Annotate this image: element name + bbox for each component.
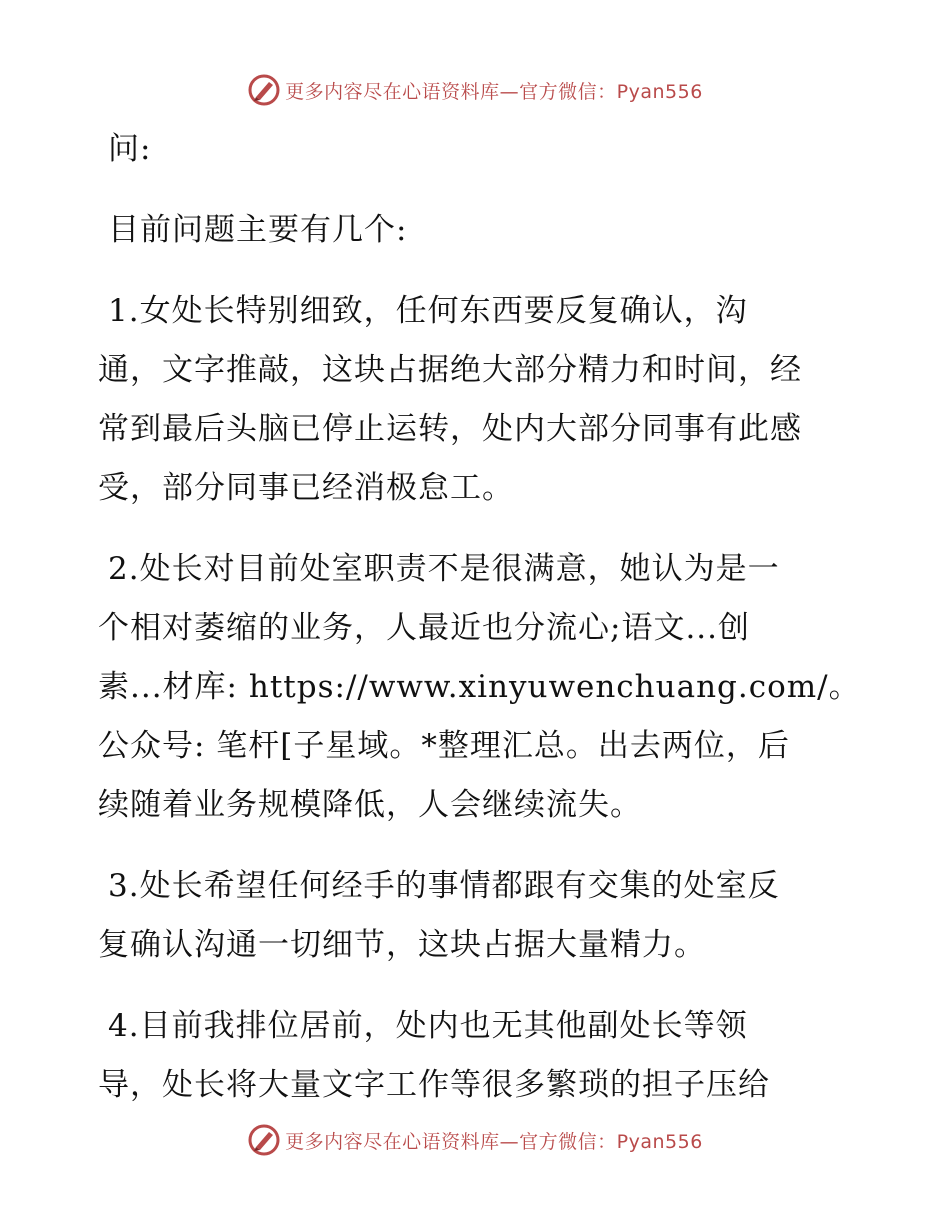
paragraph-4-line-2: 导，处长将大量文字工作等很多繁琐的担子压给 — [98, 1067, 770, 1103]
header-banner — [0, 70, 950, 110]
paragraph-2-line-1: 2.处长对目前处室职责不是很满意，她认为是一 — [108, 551, 780, 587]
paragraph-1-line-1: 1.女处长特别细致，任何东西要反复确认，沟 — [108, 293, 748, 329]
pen-logo-icon — [247, 1123, 281, 1157]
paragraph-4-line-1: 4.目前我排位居前，处内也无其他副处长等领 — [108, 1008, 748, 1044]
paragraph-2-line-4: 公众号: 笔杆[子星域。*整理汇总。出去两位，后 — [98, 728, 790, 764]
footer-banner — [0, 1120, 950, 1160]
question-label: 问: — [108, 131, 152, 167]
paragraph-2-line-3: 素...材库: https://www.xinyuwenchuang.com/。 — [98, 669, 861, 705]
paragraph-1-line-3: 常到最后头脑已停止运转，处内大部分同事有此感 — [98, 411, 802, 447]
pen-logo-icon — [247, 73, 281, 107]
paragraph-2-line-2: 个相对萎缩的业务，人最近也分流心;语文...创 — [98, 610, 751, 646]
paragraph-3-line-2: 复确认沟通一切细节，这块占据大量精力。 — [98, 927, 706, 963]
paragraph-1-line-2: 通，文字推敲，这块占据绝大部分精力和时间，经 — [98, 352, 802, 388]
paragraph-1-line-4: 受，部分同事已经消极怠工。 — [98, 470, 514, 506]
document-body — [98, 120, 861, 1115]
footer-banner-text: 更多内容尽在心语资料库—官方微信：Pyan556 — [285, 1130, 703, 1153]
header-banner-text: 更多内容尽在心语资料库—官方微信：Pyan556 — [285, 80, 703, 103]
paragraph-2-line-5: 续随着业务规模降低，人会继续流失。 — [98, 787, 642, 823]
problems-heading: 目前问题主要有几个: — [108, 212, 408, 248]
paragraph-3-line-1: 3.处长希望任何经手的事情都跟有交集的处室反 — [108, 868, 780, 904]
